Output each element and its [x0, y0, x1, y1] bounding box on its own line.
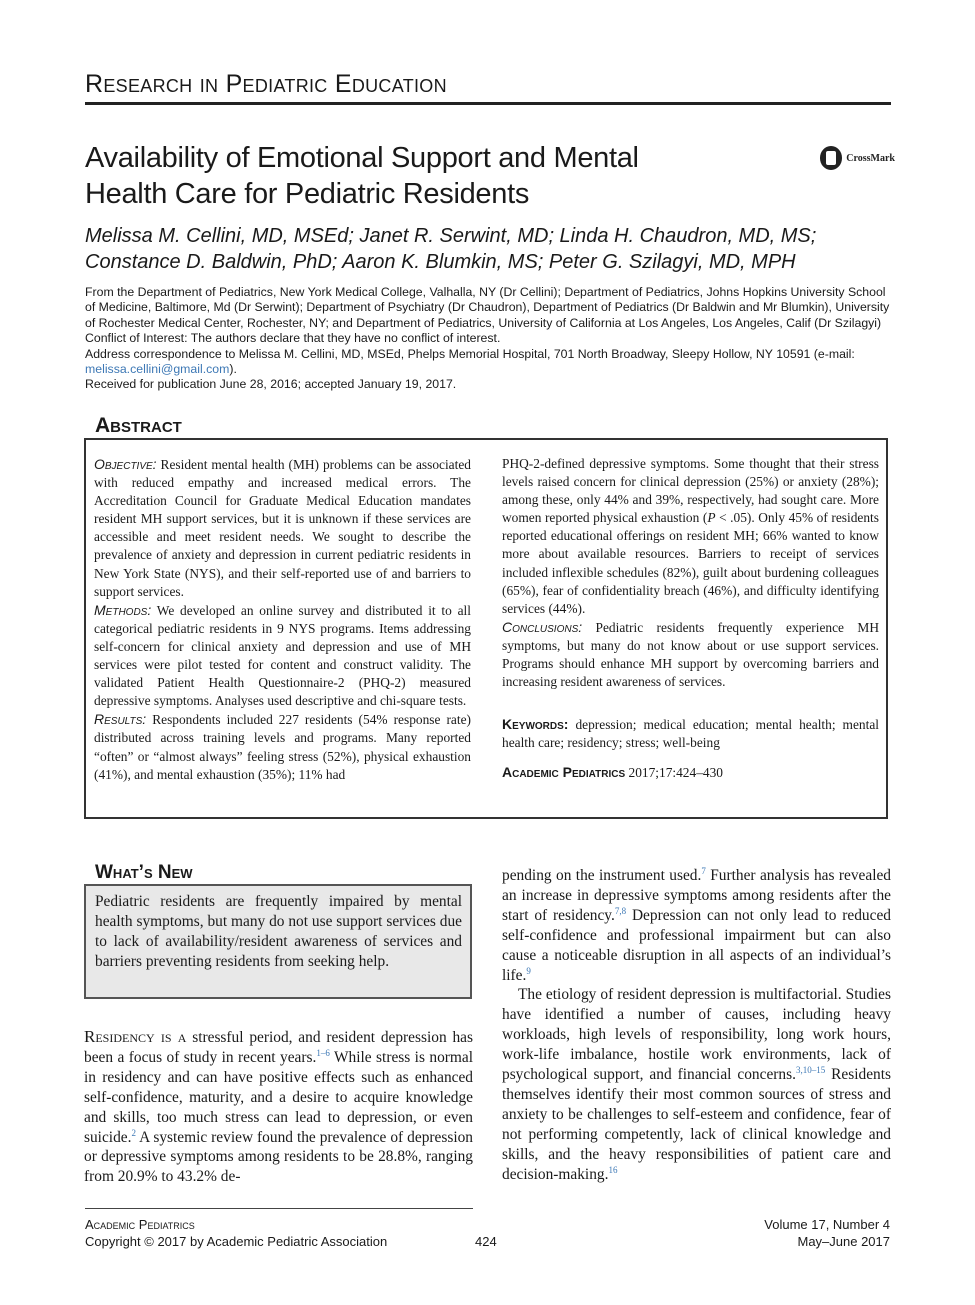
- abstract-heading: Abstract: [95, 414, 182, 437]
- reference-link[interactable]: 16: [608, 1164, 618, 1175]
- footer-volume: Volume 17, Number 4: [764, 1217, 890, 1232]
- body-paragraph: The etiology of resident depression is multifactorial. Studies have identified a number of causes, including heavy workloads, high levels of responsibility, long work hours, work-life imbalance, hostile work environments, lack of psychological support, and financial concerns.$^{3,10-15}$ Residents themselves identify their most common sources of stress and anxiety to be challenges to self-esteem and confidence, fear of not performing competently, lack of clinical knowledge and skills, and the heavy responsibilities of patient care and decision-making.$^{16}$: [502, 986, 891, 1183]
- lead-in: Residency is a: [84, 1027, 187, 1046]
- crossmark-badge[interactable]: [820, 145, 895, 171]
- affiliations: [85, 285, 891, 393]
- section-heading: Research in Pediatric Education: [85, 70, 447, 98]
- abstract-right-column: [502, 455, 879, 783]
- conflict-statement: Conflict of Interest: The authors declare that they have no conflict of interest.: [85, 331, 501, 346]
- abstract-left-column: [94, 455, 471, 784]
- section-rule: [85, 102, 891, 105]
- affiliation-text: From the Department of Pediatrics, New York Medical College, Valhalla, NY (Dr Cellini); Department of Pediatrics, Johns Hopkins University School of Medicine, Baltimore, Md (Dr Serwint); Department of Psychiatry (Dr Chaudron), Department of Pediatrics (Dr Baldwin and Mr Blumkin), University of Rochester Medical Center, Rochester, NY; and Department of Pediatrics, University of California at Los Angeles, Los Angeles, Calif (Dr Szilagyi): [85, 285, 890, 330]
- abstract-conclusions: Conclusions: Pediatric residents frequently experience MH symptoms, but many do not know about or use support services. Programs should enhance MH support by overcoming barriers and increasing resident awareness of services.: [502, 618, 879, 690]
- reference-link[interactable]: 1–6: [316, 1047, 330, 1058]
- body-right-column: [502, 866, 891, 1185]
- abstract-results: Results: Respondents included 227 residents (54% response rate) distributed across training levels and programs. Many reported “often” or “almost always” feeling stress (52%), physical exhaustion (41%), and mental exhaustion (35%); 11% had: [94, 711, 471, 782]
- abstract-methods: Methods: We developed an online survey and distributed it to all categorical pediatric residents in 9 NYS programs. Items addressing self-concern for clinical anxiety and depression and use of MH services were pilot tested for content and construct validity. The validated Patient Health Questionnaire-2 (PHQ-2) measured depressive symptoms. Analyses used descriptive and chi-square tests.: [94, 601, 471, 709]
- whats-new-heading: What’s New: [95, 862, 193, 883]
- footer-rule: [85, 1208, 473, 1209]
- body-left-column: [84, 1027, 473, 1187]
- correspondence-address: Address correspondence to Melissa M. Cellini, MD, MSEd, Phelps Memorial Hospital, 701 North Broadway, Sleepy Hollow, NY 10591 (e-mail: melissa.cellini@gmail.com).: [85, 346, 855, 377]
- abstract-citation: Academic Pediatrics 2017;17:424–430: [502, 764, 723, 781]
- body-paragraph: pending on the instrument used.$^7$ Further analysis has revealed an increase in depressive symptoms among residents after the start of residency.$^{7,8}$ Depression can not only lead to reduced self-confidence and professional impairment but can also cause a noticeable disruption in all aspects of an individual’s life.$^9$: [502, 866, 892, 984]
- page-number: 424: [475, 1234, 497, 1249]
- footer-copyright: Copyright © 2017 by Academic Pediatric Association: [85, 1234, 388, 1249]
- reference-link[interactable]: 7: [701, 866, 706, 876]
- article-title: Availability of Emotional Support and Mental Health Care for Pediatric Residents: [85, 142, 639, 210]
- crossmark-icon: [820, 146, 842, 170]
- email-link[interactable]: melissa.cellini@gmail.com: [85, 362, 230, 377]
- footer-date: May–June 2017: [797, 1234, 890, 1249]
- footer-journal: Academic Pediatrics: [85, 1217, 195, 1232]
- body-paragraph: Residency is a stressful period, and resident depression has been a focus of study in recent years.$^{1-6}$ While stress is normal in residency and can have positive effects such as enhanced self-confidence, maturity, and a desire to acquire knowledge and skills, too much stress can lead to depression, or even suicide.$^2$ A systemic review found the prevalence of depression or depressive symptoms among residents to be 28.8%, ranging from 20.9% to 43.2% de-: [84, 1027, 473, 1186]
- abstract-results-continued: PHQ-2-defined depressive symptoms. Some thought that their stress levels raised concern for clinical depression (25%) or anxiety (28%); among these, only 44% and 39%, respectively, had sought care. More women reported physical exhaustion (P < .05). Only 45% of residents reported educational offerings on resident MH; 66% wanted to know more about available resources. Barriers to receipt of services included inflexible schedules (82%), guilt about burdening colleagues (65%), fear of confidentiality breach (46%), and difficulty identifying services (44%).: [502, 456, 879, 616]
- author-list: Melissa M. Cellini, MD, MSEd; Janet R. Serwint, MD; Linda H. Chaudron, MD, MS; Constance D. Baldwin, PhD; Aaron K. Blumkin, MS; Peter G. Szilagyi, MD, MPH: [85, 225, 817, 273]
- received-date: Received for publication June 28, 2016; accepted January 19, 2017.: [85, 377, 457, 392]
- reference-link[interactable]: 2: [131, 1127, 136, 1138]
- reference-link[interactable]: 9: [526, 965, 531, 976]
- abstract-keywords: Keywords: depression; medical education; mental health; mental health care; residency; stress; well-being: [502, 716, 879, 751]
- reference-link[interactable]: 7,8: [614, 905, 627, 916]
- crossmark-label: CrossMark: [846, 152, 895, 164]
- whats-new-text: Pediatric residents are frequently impaired by mental health symptoms, but many do not use support services due to lack of availability/resident awareness of services and barriers preventing residents from seeking help.: [95, 893, 462, 970]
- abstract-objective: Objective: Resident mental health (MH) problems can be associated with reduced empathy and increased medical errors. The Accreditation Council for Graduate Medical Education mandates resident MH support services, but it is unknown if these services are accessible and meet resident needs. We sought to describe the prevalence of anxiety and depression in current pediatric residents in New York State (NYS), and their self-reported use of and barriers to support services.: [94, 456, 471, 599]
- reference-link[interactable]: 3,10–15: [795, 1065, 826, 1076]
